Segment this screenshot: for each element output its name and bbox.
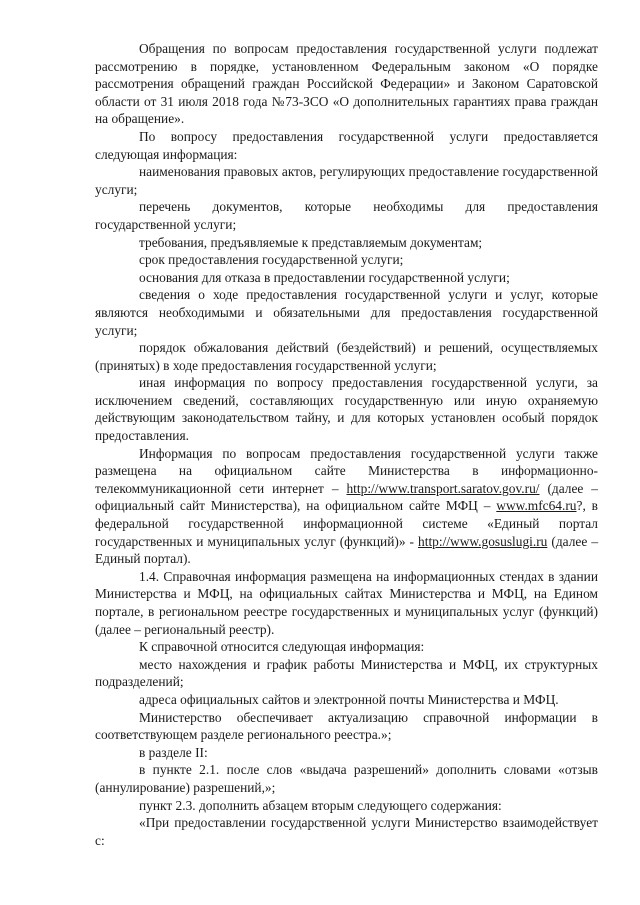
paragraph: пункт 2.3. дополнить абзацем вторым следующего содержания:	[139, 797, 502, 813]
paragraph: требования, предъявляемые к представляемым документам;	[139, 234, 483, 250]
paragraph: сведения о ходе предоставления государственной услуги и услуг, которые являются необходимыми и обязательными для предоставления государственной услуги;	[95, 287, 598, 338]
info-text: Информация по вопросам предоставления государственной услуги также размещена на официальном сайте Министерства в информационно-телекоммуникационной сети интернет –	[95, 445, 598, 496]
mfc-site-link[interactable]: www.mfc64.ru	[496, 498, 577, 514]
paragraph: перечень документов, которые необходимы для предоставления государственной услуги;	[95, 199, 598, 232]
paragraph: порядок обжалования действий (бездействий) и решений, осуществляемых (принятых) в ходе предоставления государственной услуги;	[95, 340, 598, 373]
ministry-site-link[interactable]: http://www.transport.saratov.gov.ru/	[346, 480, 540, 496]
info-text: (далее – Единый портал).	[95, 533, 599, 567]
paragraph: адреса официальных сайтов и электронной почты Министерства и МФЦ.	[139, 691, 559, 707]
info-text: ?, в федеральной государственной информационной системе «Единый портал государственных и муниципальных услуг (функций)» -	[95, 498, 598, 549]
paragraph: срок предоставления государственной услуги;	[139, 252, 404, 268]
paragraph: в пункте 2.1. после слов «выдача разрешений» дополнить словами «отзыв (аннулирование) разрешений,»;	[95, 762, 598, 795]
info-text: (далее – официальный сайт Министерства), на официальном сайте МФЦ –	[95, 480, 598, 514]
paragraph: иная информация по вопросу предоставления государственной услуги, за исключением сведений, составляющих государственную или иную охраняемую действующим законодательством тайну, и для которых установлен особый порядок предоставления.	[95, 375, 598, 444]
paragraph: место нахождения и график работы Министерства и МФЦ, их структурных подразделений;	[95, 656, 598, 690]
paragraph: 1.4. Справочная информация размещена на информационных стендах в здании Министерства и МФЦ, на официальных сайтах Министерства и МФЦ, на Едином портале, в региональном реестре государственных и муниципальных услуг (функций)(далее – региональный реестр).	[95, 568, 598, 637]
paragraph: основания для отказа в предоставлении государственной услуги;	[139, 269, 510, 285]
paragraph: в разделе II:	[139, 744, 208, 760]
paragraph: К справочной относится следующая информация:	[139, 639, 425, 655]
paragraph: «При предоставлении государственной услуги Министерство взаимодействует с:	[95, 815, 598, 848]
document-body	[95, 40, 598, 849]
paragraph: наименования правовых актов, регулирующих предоставление государственной услуги;	[95, 164, 598, 197]
paragraph: По вопросу предоставления государственной услуги предоставляется следующая информация:	[95, 128, 598, 162]
gosuslugi-link[interactable]: http://www.gosuslugi.ru	[418, 533, 548, 549]
paragraph: Министерство обеспечивает актуализацию справочной информации в соответствующем разделе регионального реестра.»;	[95, 709, 598, 743]
info-paragraph	[95, 445, 598, 568]
paragraph: Обращения по вопросам предоставления государственной услуги подлежат рассмотрению в порядке, установленном Федеральным законом «О порядке рассмотрения обращений граждан Российской Федерации» и Законом Саратовской области от 31 июля 2018 года №73-ЗСО «О дополнительных гарантиях права граждан на обращение».	[95, 41, 598, 127]
